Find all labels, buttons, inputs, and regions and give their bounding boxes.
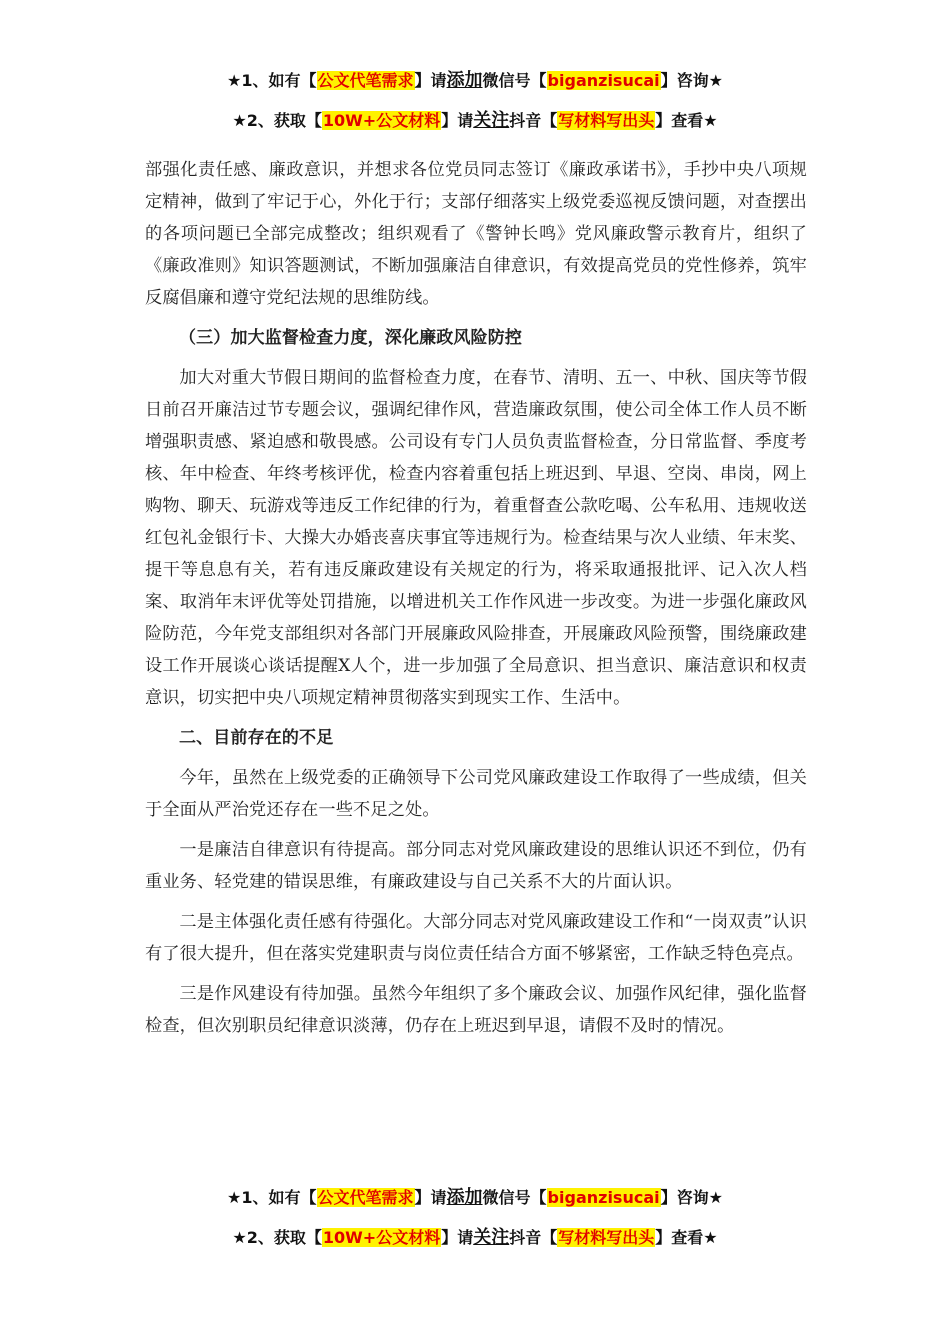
paragraph-shortcoming-1: 一是廉洁自律意识有待提高。部分同志对党风廉政建设的思维认识还不到位，仍有重业务、轻党建的错误思维，有廉政建设与自己关系不大的片面认识。 xyxy=(145,840,807,892)
bottom-banner-line-1: ★1、如有【公文代笔需求】请添加微信号【biganzisucai】咨询★ xyxy=(227,1187,723,1208)
section-heading-shortcomings: 二、目前存在的不足 xyxy=(179,728,334,748)
top-banner-line-2: ★2、获取【10W+公文材料】请关注抖音【写材料写出头】查看★ xyxy=(232,110,718,131)
top-banner-line-1: ★1、如有【公文代笔需求】请添加微信号【biganzisucai】咨询★ xyxy=(227,70,723,91)
highlight-ghostwriting: 公文代笔需求 xyxy=(317,71,414,90)
paragraph-shortcoming-3: 三是作风建设有待加强。虽然今年组织了多个廉政会议、加强作风纪律，强化监督检查，但次别职员纪律意识淡薄，仍存在上班迟到早退，请假不及时的情况。 xyxy=(145,984,807,1036)
paragraph-shortcoming-2: 二是主体强化责任感有待强化。大部分同志对党风廉政建设工作和“一岗双责”认识有了很大提升，但在落实党建职责与岗位责任结合方面不够紧密，工作缺乏特色亮点。 xyxy=(145,912,807,964)
section-heading-3: （三）加大监督检查力度，深化廉政风险防控 xyxy=(179,328,522,348)
highlight-douyin: 写材料写出头 xyxy=(558,111,655,130)
bottom-banner-line-2: ★2、获取【10W+公文材料】请关注抖音【写材料写出头】查看★ xyxy=(232,1227,718,1248)
highlight-materials: 10W+公文材料 xyxy=(322,111,441,130)
document-body xyxy=(145,154,807,1050)
highlight-wechat-id: biganzisucai xyxy=(547,71,660,90)
paragraph-supervision: 加大对重大节假日期间的监督检查力度，在春节、清明、五一、中秋、国庆等节假日前召开廉洁过节专题会议，强调纪律作风，营造廉政氛围，使公司全体工作人员不断增强职责感、紧迫感和敬畏感。公司设有专门人员负责监督检查，分日常监督、季度考核、年中检查、年终考核评优，检查内容着重包括上班迟到、早退、空岗、串岗，网上购物、聊天、玩游戏等违反工作纪律的行为，着重督查公款吃喝、公车私用、违规收送红包礼金银行卡、大操大办婚丧喜庆事宜等违规行为。检查结果与次人业绩、年末奖、提干等息息有关，若有违反廉政建设有关规定的行为，将采取通报批评、记入次人档案、取消年末评优等处罚措施，以增进机关工作作风进一步改变。为进一步强化廉政风险防范，今年党支部组织对各部门开展廉政风险排查，开展廉政风险预警，围绕廉政建设工作开展谈心谈话提醒X人个，进一步加强了全局意识、担当意识、廉洁意识和权责意识，切实把中央八项规定精神贯彻落实到现实工作、生活中。 xyxy=(145,368,807,708)
paragraph-intro-shortcomings: 今年，虽然在上级党委的正确领导下公司党风廉政建设工作取得了一些成绩，但关于全面从严治党还存在一些不足之处。 xyxy=(145,768,807,820)
paragraph-continuation: 部强化责任感、廉政意识，并想求各位党员同志签订《廉政承诺书》，手抄中央八项规定精神，做到了牢记于心，外化于行；支部仔细落实上级党委巡视反馈问题，对查摆出的各项问题已全部完成整改；组织观看了《警钟长鸣》党风廉政警示教育片，组织了《廉政准则》知识答题测试，不断加强廉洁自律意识，有效提高党员的党性修养，筑牢反腐倡廉和遵守党纪法规的思维防线。 xyxy=(145,160,807,308)
